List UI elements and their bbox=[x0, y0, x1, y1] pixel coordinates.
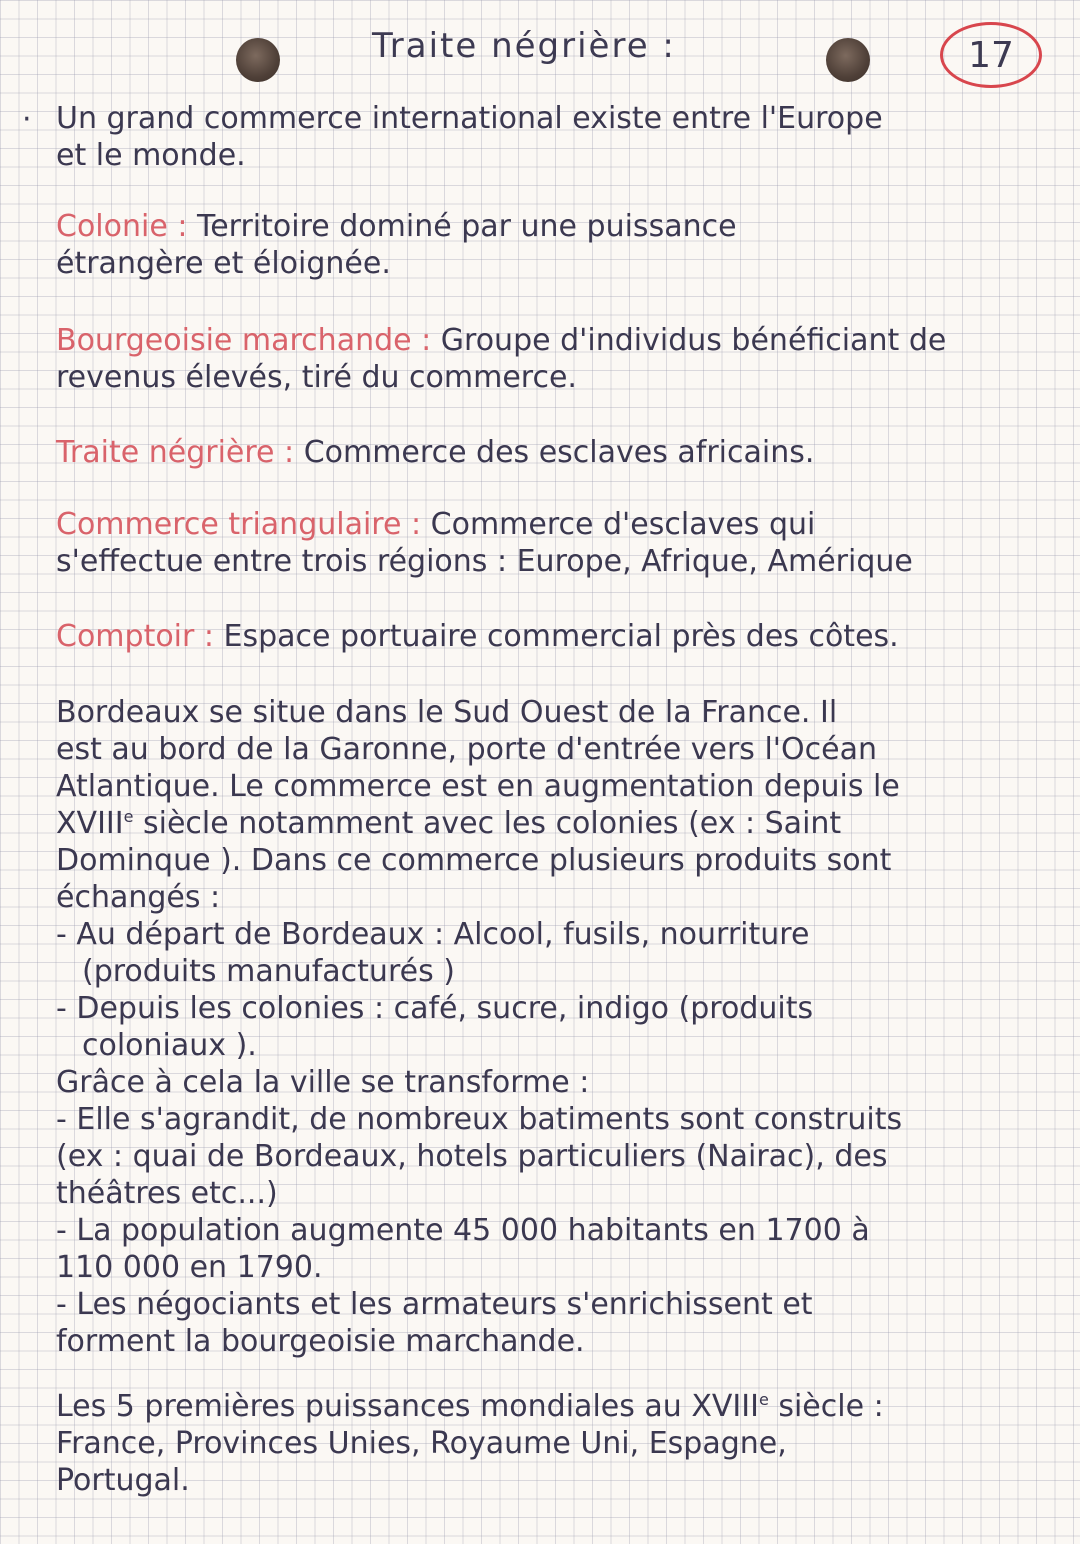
list-item: - Depuis les colonies : café, sucre, indigo (produits bbox=[56, 991, 814, 1026]
text-line: France, Provinces Unies, Royaume Uni, Espagne, bbox=[56, 1426, 787, 1461]
definition-bourgeoisie: Bourgeoisie marchande : Groupe d'individus bénéficiant de revenus élevés, tiré du commerce. bbox=[56, 322, 1074, 396]
intro-paragraph bbox=[56, 100, 1074, 174]
definition-text: Commerce des esclaves africains. bbox=[303, 435, 815, 470]
list-item-cont: (produits manufacturés ) bbox=[82, 954, 455, 989]
binder-hole-left bbox=[236, 38, 280, 82]
text-line: Bordeaux se situe dans le Sud Ouest de la France. Il bbox=[56, 695, 838, 730]
bullet-dot: · bbox=[22, 102, 32, 137]
page-title: Traite négrière : bbox=[372, 26, 676, 66]
text-line: XVIIIe siècle notamment avec les colonies (ex : Saint bbox=[56, 806, 842, 841]
powers-paragraph bbox=[56, 1388, 1074, 1499]
text-line: échangés : bbox=[56, 880, 221, 915]
definition-traite: Traite négrière : Commerce des esclaves africains. bbox=[56, 435, 815, 470]
list-item: - Au départ de Bordeaux : Alcool, fusils, nourriture bbox=[56, 917, 810, 952]
text-line: est au bord de la Garonne, porte d'entrée vers l'Océan bbox=[56, 732, 878, 767]
text-line: Dominque ). Dans ce commerce plusieurs produits sont bbox=[56, 843, 892, 878]
intro-line-2: et le monde. bbox=[56, 138, 246, 173]
definition-term: Traite négrière bbox=[56, 435, 275, 470]
definition-term: Colonie bbox=[56, 209, 168, 244]
definition-colonie: Colonie : Territoire dominé par une puissance étrangère et éloignée. bbox=[56, 208, 1074, 282]
text-line: Grâce à cela la ville se transforme : bbox=[56, 1065, 590, 1100]
page-number: 17 bbox=[968, 34, 1014, 76]
text-line: Les 5 premières puissances mondiales au XVIIIe siècle : bbox=[56, 1389, 884, 1424]
definition-term: Bourgeoisie marchande bbox=[56, 323, 412, 358]
binder-hole-right bbox=[826, 38, 870, 82]
definition-text: Commerce d'esclaves qui bbox=[430, 507, 816, 542]
bordeaux-paragraph bbox=[56, 694, 1074, 1360]
list-item-cont: 110 000 en 1790. bbox=[56, 1250, 323, 1285]
text-line: Portugal. bbox=[56, 1463, 190, 1498]
intro-line-1: Un grand commerce international existe entre l'Europe bbox=[56, 101, 883, 136]
text-line: Atlantique. Le commerce est en augmentation depuis le bbox=[56, 769, 900, 804]
list-item-cont: coloniaux ). bbox=[82, 1028, 257, 1063]
list-item: - La population augmente 45 000 habitants en 1700 à bbox=[56, 1213, 870, 1248]
definition-text-cont: étrangère et éloignée. bbox=[56, 246, 391, 281]
definition-text: Espace portuaire commercial près des côtes. bbox=[223, 619, 899, 654]
list-item: - Elle s'agrandit, de nombreux batiments sont construits bbox=[56, 1102, 903, 1137]
list-item-cont: (ex : quai de Bordeaux, hotels particuliers (Nairac), des bbox=[56, 1139, 888, 1174]
definition-commerce-triangulaire: Commerce triangulaire : Commerce d'esclaves qui s'effectue entre trois régions : Europe, Afrique, Amérique bbox=[56, 506, 1074, 580]
definition-text-cont: revenus élevés, tiré du commerce. bbox=[56, 360, 577, 395]
definition-text: Groupe d'individus bénéficiant de bbox=[440, 323, 947, 358]
list-item-cont: théâtres etc...) bbox=[56, 1176, 278, 1211]
definition-comptoir: Comptoir : Espace portuaire commercial près des côtes. bbox=[56, 619, 899, 654]
definition-text-cont: s'effectue entre trois régions : Europe, Afrique, Amérique bbox=[56, 544, 913, 579]
list-item-cont: forment la bourgeoisie marchande. bbox=[56, 1324, 585, 1359]
definition-text: Territoire dominé par une puissance bbox=[196, 209, 737, 244]
definition-term: Commerce triangulaire bbox=[56, 507, 402, 542]
definition-term: Comptoir bbox=[56, 619, 195, 654]
list-item: - Les négociants et les armateurs s'enrichissent et bbox=[56, 1287, 813, 1322]
page-number-circle bbox=[940, 22, 1042, 88]
